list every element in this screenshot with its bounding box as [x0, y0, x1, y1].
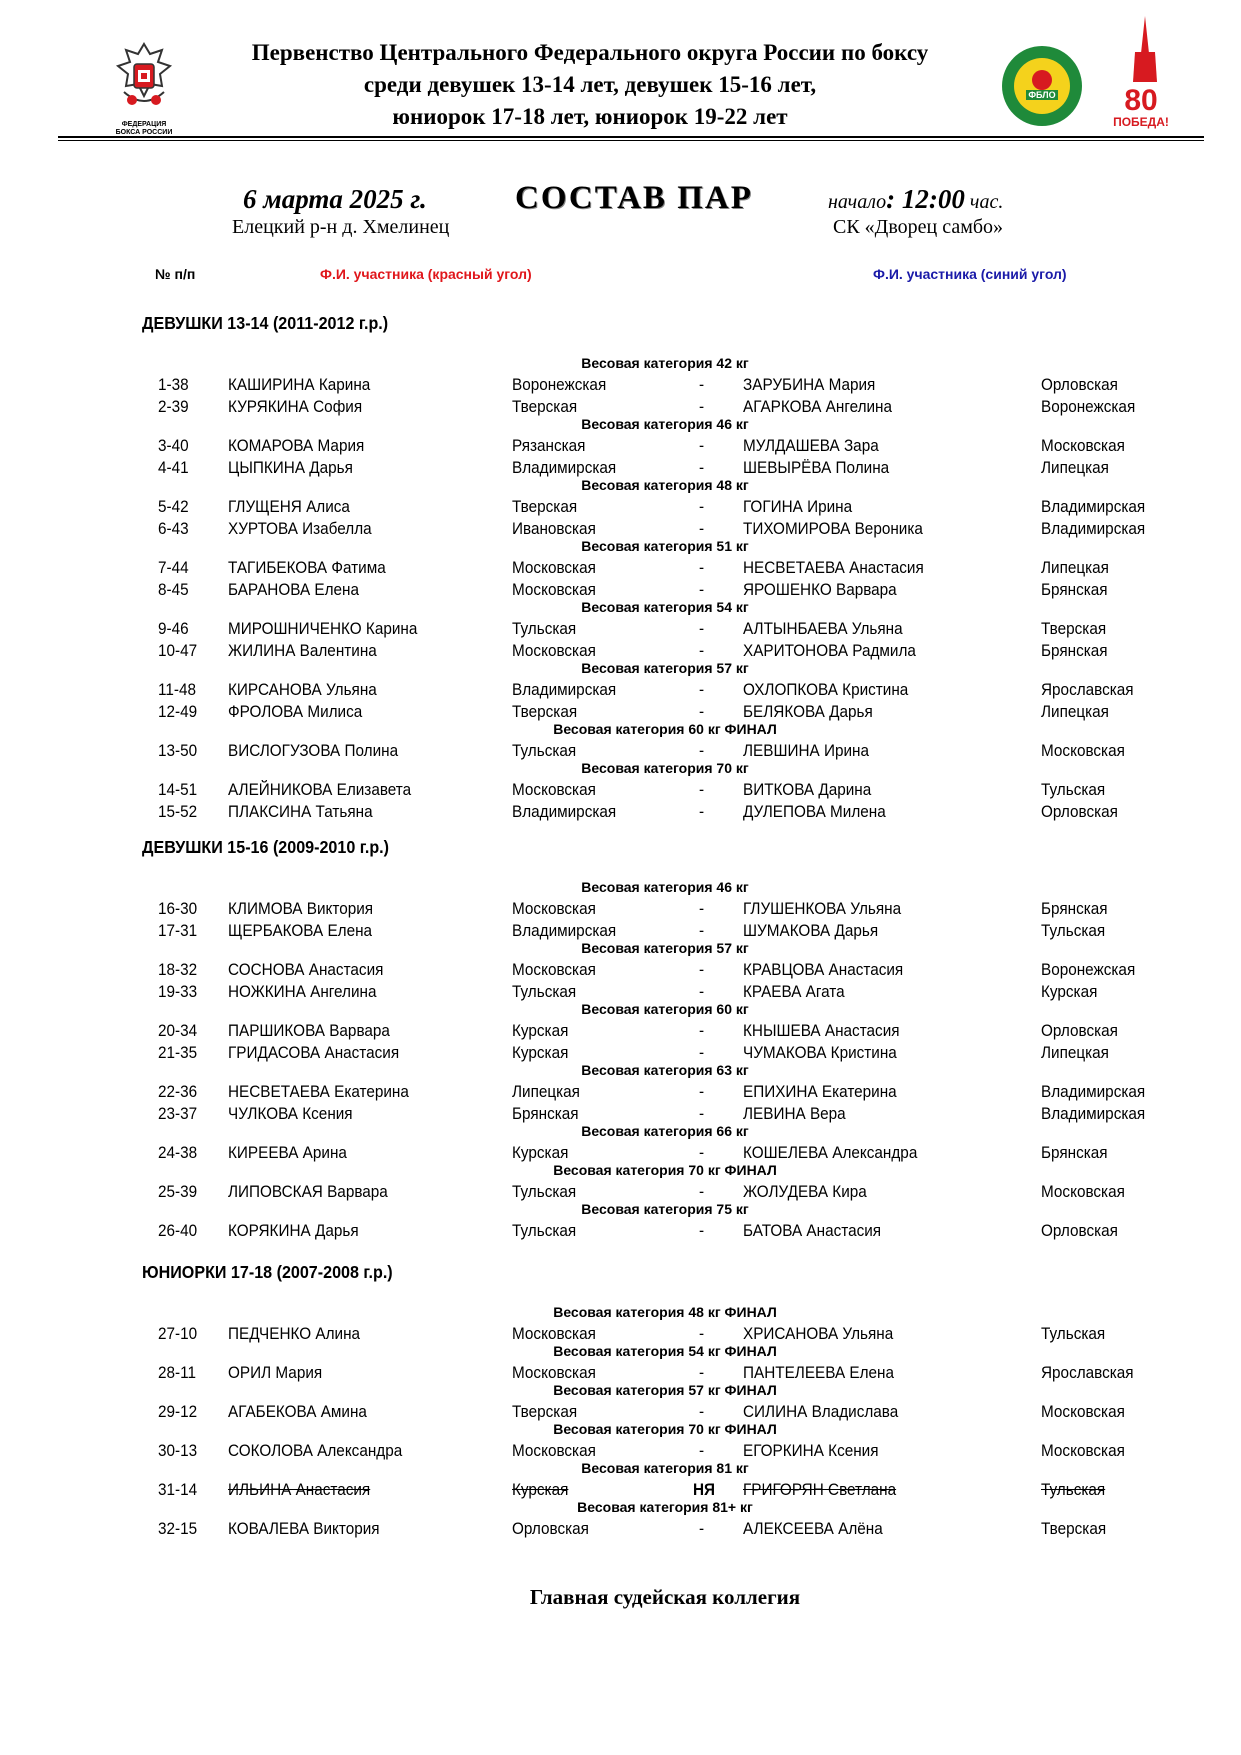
bout-row	[0, 1021, 1241, 1042]
red-corner-region: Московская	[512, 580, 596, 599]
bout-separator: -	[699, 1441, 705, 1460]
red-corner-region: Брянская	[512, 1104, 579, 1123]
red-corner-name: КОВАЛЕВА Виктория	[228, 1519, 380, 1538]
bout-number: 24-38	[158, 1143, 198, 1162]
bout-number: 20-34	[158, 1021, 198, 1040]
red-corner-name: ПЛАКСИНА Татьяна	[228, 802, 373, 821]
bout-row	[0, 741, 1241, 762]
weight-category: Весовая категория 54 кг	[581, 599, 749, 615]
red-corner-name: ВИСЛОГУЗОВА Полина	[228, 741, 399, 760]
bout-row	[0, 558, 1241, 579]
blue-corner-name: БАТОВА Анастасия	[743, 1221, 882, 1240]
blue-corner-region: Брянская	[1041, 641, 1108, 660]
bout-number: 30-13	[158, 1441, 198, 1460]
bout-row	[0, 458, 1241, 479]
section-title: ДЕВУШКИ 13-14 (2011-2012 г.р.)	[142, 313, 389, 333]
red-corner-name: ГРИДАСОВА Анастасия	[228, 1043, 400, 1062]
weight-category: Весовая категория 48 кг ФИНАЛ	[553, 1304, 777, 1320]
blue-corner-region: Брянская	[1041, 899, 1108, 918]
blue-corner-region: Московская	[1041, 1441, 1125, 1460]
blue-corner-name: ДУЛЕПОВА Милена	[743, 802, 886, 821]
red-corner-name: АЛЕЙНИКОВА Елизавета	[228, 780, 412, 799]
bout-number: 13-50	[158, 741, 198, 760]
bout-row	[0, 1402, 1241, 1423]
bout-separator: -	[699, 921, 705, 940]
blue-corner-name: ЕГОРКИНА Ксения	[743, 1441, 879, 1460]
weight-category: Весовая категория 48 кг	[581, 477, 749, 493]
bout-separator: -	[699, 680, 705, 699]
red-corner-region: Тверская	[512, 397, 578, 416]
column-header-number: № п/п	[155, 266, 196, 282]
bout-row	[0, 1324, 1241, 1345]
blue-corner-region: Липецкая	[1041, 558, 1109, 577]
blue-corner-region: Московская	[1041, 1402, 1125, 1421]
red-corner-region: Ивановская	[512, 519, 596, 538]
blue-corner-region: Московская	[1041, 1182, 1125, 1201]
bout-number: 7-44	[158, 558, 189, 577]
bout-row	[0, 802, 1241, 823]
red-corner-name: ФРОЛОВА Милиса	[228, 702, 363, 721]
header-divider	[58, 136, 1204, 138]
blue-corner-name: ГРИГОРЯН Светлана	[743, 1480, 897, 1499]
bout-number: 15-52	[158, 802, 198, 821]
header-divider-thin	[58, 140, 1204, 141]
red-corner-region: Тверская	[512, 497, 578, 516]
bout-number: 16-30	[158, 899, 198, 918]
weight-category: Весовая категория 70 кг	[581, 760, 749, 776]
blue-corner-region: Воронежская	[1041, 960, 1136, 979]
blue-corner-name: ЧУМАКОВА Кристина	[743, 1043, 897, 1062]
red-corner-name: КОРЯКИНА Дарья	[228, 1221, 359, 1240]
regional-logo-text: ФБЛО	[1028, 90, 1056, 100]
weight-category: Весовая категория 57 кг	[581, 660, 749, 676]
red-corner-name: БАРАНОВА Елена	[228, 580, 360, 599]
red-corner-name: КИРЕЕВА Арина	[228, 1143, 347, 1162]
blue-corner-region: Тульская	[1041, 1480, 1106, 1499]
bout-number: 27-10	[158, 1324, 198, 1343]
blue-corner-name: ОХЛОПКОВА Кристина	[743, 680, 909, 699]
boxing-federation-logo	[104, 40, 184, 132]
bout-number: 18-32	[158, 960, 198, 979]
red-corner-region: Тульская	[512, 1221, 577, 1240]
bout-separator: -	[699, 1021, 705, 1040]
event-venue: СК «Дворец самбо»	[833, 216, 1004, 238]
blue-corner-name: ЯРОШЕНКО Варвара	[743, 580, 897, 599]
blue-corner-name: МУЛДАШЕВА Зара	[743, 436, 879, 455]
weight-category: Весовая категория 60 кг	[581, 1001, 749, 1017]
bout-number: 23-37	[158, 1104, 198, 1123]
bout-separator: -	[699, 375, 705, 394]
bout-separator: НЯ	[693, 1480, 716, 1499]
red-corner-region: Тульская	[512, 982, 577, 1001]
bout-number: 25-39	[158, 1182, 198, 1201]
bout-separator: -	[699, 1324, 705, 1343]
bout-number: 11-48	[158, 680, 196, 699]
start-label: начало	[828, 191, 887, 213]
bout-number: 26-40	[158, 1221, 198, 1240]
section-title: ЮНИОРКИ 17-18 (2007-2008 г.р.)	[142, 1262, 393, 1282]
blue-corner-region: Орловская	[1041, 1221, 1118, 1240]
start-time-unit: час.	[964, 191, 1004, 213]
bout-row	[0, 1363, 1241, 1384]
bout-separator: -	[699, 1519, 705, 1538]
bout-row	[0, 921, 1241, 942]
blue-corner-name: ЖОЛУДЕВА Кира	[743, 1182, 867, 1201]
blue-corner-name: ПАНТЕЛЕЕВА Елена	[743, 1363, 895, 1382]
bout-row	[0, 519, 1241, 540]
bout-separator: -	[699, 397, 705, 416]
bout-row	[0, 436, 1241, 457]
blue-corner-name: ШУМАКОВА Дарья	[743, 921, 879, 940]
blue-corner-region: Воронежская	[1041, 397, 1136, 416]
bout-number: 28-11	[158, 1363, 196, 1382]
blue-corner-region: Ярославская	[1041, 680, 1134, 699]
red-corner-region: Орловская	[512, 1519, 589, 1538]
blue-corner-region: Московская	[1041, 436, 1125, 455]
red-corner-name: НЕСВЕТАЕВА Екатерина	[228, 1082, 409, 1101]
bout-number: 8-45	[158, 580, 189, 599]
bout-row	[0, 641, 1241, 662]
blue-corner-region: Тульская	[1041, 1324, 1106, 1343]
bout-separator: -	[699, 960, 705, 979]
red-corner-name: ТАГИБЕКОВА Фатима	[228, 558, 386, 577]
red-corner-region: Владимирская	[512, 458, 617, 477]
bout-separator: -	[699, 802, 705, 821]
blue-corner-name: СИЛИНА Владислава	[743, 1402, 899, 1421]
red-corner-region: Тульская	[512, 741, 577, 760]
red-corner-name: ЧУЛКОВА Ксения	[228, 1104, 353, 1123]
bout-separator: -	[699, 780, 705, 799]
bout-number: 2-39	[158, 397, 189, 416]
blue-corner-region: Тверская	[1041, 1519, 1107, 1538]
blue-corner-name: ХРИСАНОВА Ульяна	[743, 1324, 894, 1343]
red-corner-name: КАШИРИНА Карина	[228, 375, 371, 394]
bout-row	[0, 899, 1241, 920]
section-title: ДЕВУШКИ 15-16 (2009-2010 г.р.)	[142, 837, 390, 857]
weight-category: Весовая категория 60 кг ФИНАЛ	[553, 721, 777, 737]
bout-separator: -	[699, 619, 705, 638]
blue-corner-region: Липецкая	[1041, 702, 1109, 721]
event-date: 6 марта 2025 г.	[243, 184, 427, 214]
bout-number: 4-41	[158, 458, 189, 477]
red-corner-region: Московская	[512, 1441, 596, 1460]
weight-category: Весовая категория 54 кг ФИНАЛ	[553, 1343, 777, 1359]
bout-number: 22-36	[158, 1082, 198, 1101]
bout-separator: -	[699, 1143, 705, 1162]
left-logo-caption-line: ФЕДЕРАЦИЯ БОКСА РОССИИ	[115, 121, 173, 136]
blue-corner-name: АЛЕКСЕЕВА Алёна	[743, 1519, 883, 1538]
bout-row	[0, 619, 1241, 640]
bout-number: 32-15	[158, 1519, 198, 1538]
bout-number: 6-43	[158, 519, 189, 538]
document-title: СОСТАВ ПАР	[515, 180, 753, 216]
bout-separator: -	[699, 982, 705, 1001]
bout-separator: -	[699, 558, 705, 577]
red-corner-region: Московская	[512, 899, 596, 918]
red-corner-name: ЩЕРБАКОВА Елена	[228, 921, 373, 940]
blue-corner-name: КРАЕВА Агата	[743, 982, 845, 1001]
blue-corner-region: Тульская	[1041, 780, 1106, 799]
bout-separator: -	[699, 899, 705, 918]
red-corner-name: НОЖКИНА Ангелина	[228, 982, 377, 1001]
red-corner-region: Тверская	[512, 1402, 578, 1421]
weight-category: Весовая категория 81 кг	[581, 1460, 749, 1476]
weight-category: Весовая категория 46 кг	[581, 416, 749, 432]
bout-row	[0, 780, 1241, 801]
bout-number: 31-14	[158, 1480, 198, 1499]
red-corner-region: Московская	[512, 960, 596, 979]
bout-number: 1-38	[158, 375, 189, 394]
red-corner-region: Курская	[512, 1043, 569, 1062]
blue-corner-region: Тверская	[1041, 619, 1107, 638]
red-corner-region: Московская	[512, 558, 596, 577]
start-time-value: : 12:00	[886, 184, 965, 214]
blue-corner-name: БЕЛЯКОВА Дарья	[743, 702, 873, 721]
bout-row	[0, 960, 1241, 981]
red-corner-name: ГЛУЩЕНЯ Алиса	[228, 497, 350, 516]
bout-number: 12-49	[158, 702, 198, 721]
red-corner-region: Владимирская	[512, 921, 617, 940]
bout-separator: -	[699, 702, 705, 721]
blue-corner-name: АГАРКОВА Ангелина	[743, 397, 893, 416]
bout-separator: -	[699, 1082, 705, 1101]
bout-separator: -	[699, 1104, 705, 1123]
blue-corner-name: КНЫШЕВА Анастасия	[743, 1021, 900, 1040]
bout-separator: -	[699, 1402, 705, 1421]
weight-category: Весовая категория 42 кг	[581, 355, 749, 371]
red-corner-region: Липецкая	[512, 1082, 580, 1101]
weight-category: Весовая категория 46 кг	[581, 879, 749, 895]
red-corner-name: КОМАРОВА Мария	[228, 436, 365, 455]
left-logo-caption	[104, 121, 184, 137]
blue-corner-region: Брянская	[1041, 580, 1108, 599]
title-line-2: среди девушек 13-14 лет, девушек 15-16 лет,	[363, 72, 817, 97]
blue-corner-name: ЗАРУБИНА Мария	[743, 375, 876, 394]
red-corner-name: СОСНОВА Анастасия	[228, 960, 384, 979]
blue-corner-region: Брянская	[1041, 1143, 1108, 1162]
anniversary-text: ПОБЕДА!	[1113, 115, 1169, 129]
title-line-3: юниорок 17-18 лет, юниорок 19-22 лет	[392, 104, 788, 129]
blue-corner-region: Орловская	[1041, 802, 1118, 821]
red-corner-region: Московская	[512, 780, 596, 799]
bout-separator: -	[699, 497, 705, 516]
weight-category: Весовая категория 75 кг	[581, 1201, 749, 1217]
weight-category: Весовая категория 81+ кг	[577, 1499, 753, 1515]
red-corner-name: КИРСАНОВА Ульяна	[228, 680, 377, 699]
weight-category: Весовая категория 63 кг	[581, 1062, 749, 1078]
blue-corner-region: Владимирская	[1041, 497, 1146, 516]
bout-separator: -	[699, 519, 705, 538]
column-header-blue-corner: Ф.И. участника (синий угол)	[873, 266, 1067, 282]
bout-separator: -	[699, 1182, 705, 1201]
bout-row	[0, 1143, 1241, 1164]
bout-row	[0, 1480, 1241, 1501]
red-corner-name: ЖИЛИНА Валентина	[228, 641, 377, 660]
bout-row	[0, 1043, 1241, 1064]
red-corner-name: ОРИЛ Мария	[228, 1363, 323, 1382]
red-corner-region: Тверская	[512, 702, 578, 721]
bout-row	[0, 1082, 1241, 1103]
bout-separator: -	[699, 1221, 705, 1240]
title-line-1: Первенство Центрального Федерального округа России по боксу	[251, 40, 929, 65]
bout-separator: -	[699, 436, 705, 455]
anniversary-number: 80	[1124, 84, 1158, 117]
blue-corner-name: КРАВЦОВА Анастасия	[743, 960, 904, 979]
red-corner-name: ПЕДЧЕНКО Алина	[228, 1324, 361, 1343]
bout-number: 3-40	[158, 436, 189, 455]
red-corner-region: Курская	[512, 1143, 569, 1162]
bout-separator: -	[699, 1363, 705, 1382]
weight-category: Весовая категория 57 кг ФИНАЛ	[553, 1382, 777, 1398]
bout-row	[0, 1182, 1241, 1203]
blue-corner-region: Владимирская	[1041, 1104, 1146, 1123]
red-corner-name: ИЛЬИНА Анастасия	[228, 1480, 371, 1499]
weight-category: Весовая категория 70 кг ФИНАЛ	[553, 1162, 777, 1178]
blue-corner-name: ХАРИТОНОВА Радмила	[743, 641, 916, 660]
blue-corner-name: ШЕВЫРЁВА Полина	[743, 458, 890, 477]
blue-corner-name: НЕСВЕТАЕВА Анастасия	[743, 558, 924, 577]
blue-corner-name: ВИТКОВА Дарина	[743, 780, 872, 799]
red-corner-name: ЦЫПКИНА Дарья	[228, 458, 353, 477]
bout-row	[0, 982, 1241, 1003]
red-corner-region: Тульская	[512, 1182, 577, 1201]
event-place: Елецкий р-н д. Хмелинец	[232, 216, 450, 238]
bout-number: 17-31	[158, 921, 198, 940]
blue-corner-region: Орловская	[1041, 1021, 1118, 1040]
bout-row	[0, 702, 1241, 723]
blue-corner-region: Ярославская	[1041, 1363, 1134, 1382]
blue-corner-region: Курская	[1041, 982, 1098, 1001]
bout-number: 9-46	[158, 619, 189, 638]
red-corner-region: Московская	[512, 641, 596, 660]
bout-row	[0, 497, 1241, 518]
red-corner-region: Рязанская	[512, 436, 586, 455]
weight-category: Весовая категория 70 кг ФИНАЛ	[553, 1421, 777, 1437]
bout-separator: -	[699, 741, 705, 760]
blue-corner-name: ЛЕВШИНА Ирина	[743, 741, 869, 760]
bout-separator: -	[699, 641, 705, 660]
bout-row	[0, 1441, 1241, 1462]
bout-separator: -	[699, 580, 705, 599]
bout-number: 5-42	[158, 497, 189, 516]
red-corner-region: Московская	[512, 1363, 596, 1382]
bout-row	[0, 397, 1241, 418]
red-corner-name: АГАБЕКОВА Амина	[228, 1402, 367, 1421]
red-corner-name: МИРОШНИЧЕНКО Карина	[228, 619, 418, 638]
red-corner-region: Курская	[512, 1480, 569, 1499]
blue-corner-name: ЕПИХИНА Екатерина	[743, 1082, 897, 1101]
blue-corner-name: АЛТЫНБАЕВА Ульяна	[743, 619, 903, 638]
red-corner-region: Тульская	[512, 619, 577, 638]
bout-number: 21-35	[158, 1043, 198, 1062]
bout-row	[0, 580, 1241, 601]
bout-separator: -	[699, 458, 705, 477]
blue-corner-region: Владимирская	[1041, 1082, 1146, 1101]
blue-corner-region: Тульская	[1041, 921, 1106, 940]
start-time	[828, 184, 1003, 215]
bout-row	[0, 680, 1241, 701]
bout-number: 14-51	[158, 780, 198, 799]
bout-row	[0, 375, 1241, 396]
red-corner-region: Курская	[512, 1021, 569, 1040]
red-corner-region: Владимирская	[512, 680, 617, 699]
blue-corner-name: ЛЕВИНА Вера	[743, 1104, 846, 1123]
red-corner-name: КУРЯКИНА София	[228, 397, 363, 416]
red-corner-region: Московская	[512, 1324, 596, 1343]
red-corner-name: ХУРТОВА Изабелла	[228, 519, 372, 538]
victory-80-logo	[1105, 12, 1177, 132]
chief-judges-panel: Главная судейская коллегия	[529, 1585, 801, 1609]
bout-row	[0, 1221, 1241, 1242]
blue-corner-name: КОШЕЛЕВА Александра	[743, 1143, 918, 1162]
weight-category: Весовая категория 51 кг	[581, 538, 749, 554]
bout-separator: -	[699, 1043, 705, 1062]
blue-corner-name: ТИХОМИРОВА Вероника	[743, 519, 923, 538]
column-header-red-corner: Ф.И. участника (красный угол)	[320, 266, 532, 282]
red-corner-region: Владимирская	[512, 802, 617, 821]
bout-row	[0, 1519, 1241, 1540]
weight-category: Весовая категория 66 кг	[581, 1123, 749, 1139]
blue-corner-name: ГОГИНА Ирина	[743, 497, 853, 516]
red-corner-name: ПАРШИКОВА Варвара	[228, 1021, 390, 1040]
regional-federation-logo	[1000, 44, 1084, 128]
red-corner-name: КЛИМОВА Виктория	[228, 899, 374, 918]
red-corner-region: Воронежская	[512, 375, 607, 394]
blue-corner-region: Липецкая	[1041, 458, 1109, 477]
red-corner-name: СОКОЛОВА Александра	[228, 1441, 403, 1460]
weight-category: Весовая категория 57 кг	[581, 940, 749, 956]
red-corner-name: ЛИПОВСКАЯ Варвара	[228, 1182, 388, 1201]
blue-corner-region: Орловская	[1041, 375, 1118, 394]
bout-number: 29-12	[158, 1402, 198, 1421]
blue-corner-name: ГЛУШЕНКОВА Ульяна	[743, 899, 902, 918]
bout-row	[0, 1104, 1241, 1125]
bout-number: 10-47	[158, 641, 198, 660]
bout-number: 19-33	[158, 982, 198, 1001]
blue-corner-region: Липецкая	[1041, 1043, 1109, 1062]
blue-corner-region: Владимирская	[1041, 519, 1146, 538]
blue-corner-region: Московская	[1041, 741, 1125, 760]
